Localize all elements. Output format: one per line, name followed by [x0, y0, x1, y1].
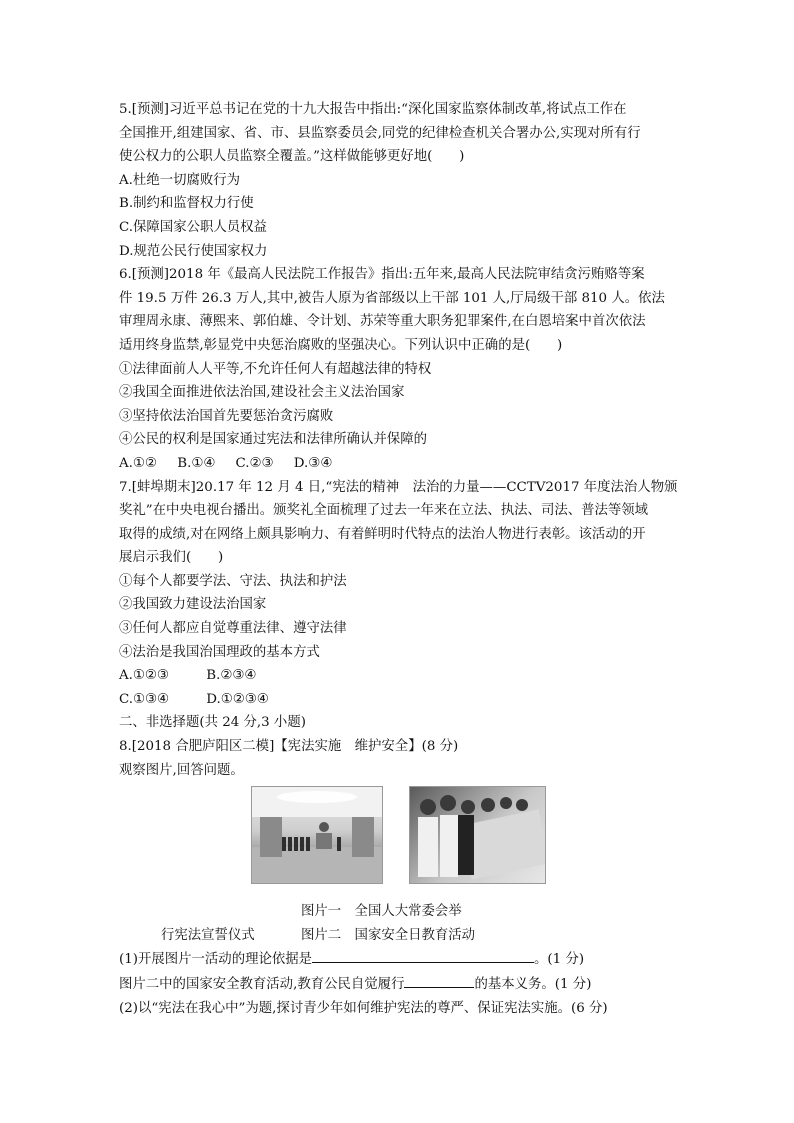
q5-option-c: C.保障国家公职人员权益 — [119, 219, 267, 235]
q7-stem-line: 7.[蚌埠期末]20.17 年 12 月 4 日,“宪法的精神 法治的力量——CCTV2017 年度法治人物颁 — [119, 479, 678, 495]
q6-option-d: D.③④ — [293, 455, 333, 471]
q7-option-d: D.①②③④ — [206, 691, 269, 707]
q8-sub2: (2)以“宪法在我心中”为题,探讨青少年如何维护宪法的尊严、保证宪法实施。(6 分) — [119, 1000, 608, 1016]
q8-sub1-line-1 — [119, 947, 679, 972]
q7-statement-2: ②我国致力建设法治国家 — [119, 597, 267, 613]
question-6 — [119, 263, 679, 475]
q7-statement-4: ④法治是我国治国理政的基本方式 — [119, 644, 320, 660]
q6-statement-3: ③坚持依法治国首先要惩治贪污腐败 — [119, 408, 334, 424]
q7-options-row-2 — [119, 688, 679, 712]
q7-options-row-1 — [119, 664, 679, 688]
q8-title: 8.[2018 合肥庐阳区二模]【宪法实施 维护安全】(8 分) — [119, 739, 459, 755]
q6-stem-line: 6.[预测]2018 年《最高人民法院工作报告》指出:五年来,最高人民法院审结贪污贿赂等案 — [119, 267, 645, 283]
q5-stem-line: 全国推开,组建国家、省、市、县监察委员会,同党的纪律检查机关合署办公,实现对所有行 — [119, 125, 641, 141]
q7-option-c: C.①③④ — [119, 691, 170, 707]
q5-option-d: D.规范公民行使国家权力 — [119, 243, 268, 259]
section-heading: 二、非选择题(共 24 分,3 小题) — [119, 715, 306, 731]
question-5 — [119, 98, 679, 263]
q7-stem-line: 取得的成绩,对在网络上颇具影响力、有着鲜明时代特点的法治人物进行表彰。该活动的开 — [119, 526, 646, 542]
q7-statement-1: ①每个人都要学法、守法、执法和护法 — [119, 573, 347, 589]
q6-option-a: A.①② — [119, 455, 157, 471]
q7-stem-line: 奖礼”在中央电视台播出。颁奖礼全面梳理了过去一年来在立法、执法、司法、普法等领域 — [119, 503, 649, 519]
q7-stem-line: 展启示我们( ) — [119, 550, 224, 566]
q6-stem-line: 件 19.5 万件 26.3 万人,其中,被告人原为省部级以上干部 101 人,厅局级干部 810 人。依法 — [119, 290, 665, 306]
q6-statement-1: ①法律面前人人平等,不允许任何人有超越法律的特权 — [119, 361, 432, 377]
question-8 — [119, 735, 679, 1020]
photo-security-education — [409, 786, 546, 884]
q5-stem-line: 5.[预测]习近平总书记在党的十九大报告中指出:“深化国家监察体制改革,将试点工作在 — [119, 102, 627, 117]
document-body — [119, 98, 679, 1020]
answer-blank-1[interactable] — [312, 947, 534, 963]
photo-constitution-oath — [251, 786, 383, 884]
q6-option-c: C.②③ — [235, 455, 274, 471]
q7-option-b: B.②③④ — [206, 668, 257, 684]
q6-stem-line: 审理周永康、薄熙来、郭伯雄、令计划、苏荣等重大职务犯罪案件,在白恩培案中首次依法 — [119, 314, 646, 330]
q5-option-a: A.杜绝一切腐败行为 — [119, 172, 241, 188]
q8-sub1-prompt-2: 图片二中的国家安全教育活动,教育公民自觉履行 — [119, 977, 405, 992]
q6-statement-2: ②我国全面推进依法治国,建设社会主义法治国家 — [119, 385, 405, 401]
q5-option-b: B.制约和监督权力行使 — [119, 196, 254, 212]
q6-option-b: B.①④ — [177, 455, 216, 471]
q8-instruction: 观察图片,回答问题。 — [119, 762, 244, 778]
answer-blank-2[interactable] — [404, 972, 474, 988]
caption-photo1-continued: 行宪法宣誓仪式 — [161, 927, 255, 943]
q8-sub1-line-2 — [119, 972, 679, 997]
q6-options-row — [119, 452, 679, 476]
q8-sub1-score: 。(1 分) — [534, 952, 585, 968]
q6-stem-line: 适用终身监禁,彰显党中央惩治腐败的坚强决心。下列认识中正确的是( ) — [119, 337, 563, 353]
caption-photo2: 图片二 国家安全日教育活动 — [301, 927, 476, 943]
q8-sub1-score-2: 的基本义务。(1 分) — [474, 977, 592, 992]
q8-caption-line-1: 图片一 全国人大常委会举 — [301, 904, 462, 920]
q7-option-a: A.①②③ — [119, 668, 169, 684]
q8-sub1-prompt: (1)开展图片一活动的理论依据是 — [119, 952, 313, 968]
question-7 — [119, 476, 679, 712]
q6-statement-4: ④公民的权利是国家通过宪法和法律所确认并保障的 — [119, 432, 427, 448]
q5-stem-line: 使公权力的公职人员监察全覆盖。”这样做能够更好地( ) — [119, 149, 465, 165]
q7-statement-3: ③任何人都应自觉尊重法律、遵守法律 — [119, 621, 347, 637]
q8-photos — [119, 782, 679, 900]
q8-caption-line-2 — [119, 924, 679, 948]
